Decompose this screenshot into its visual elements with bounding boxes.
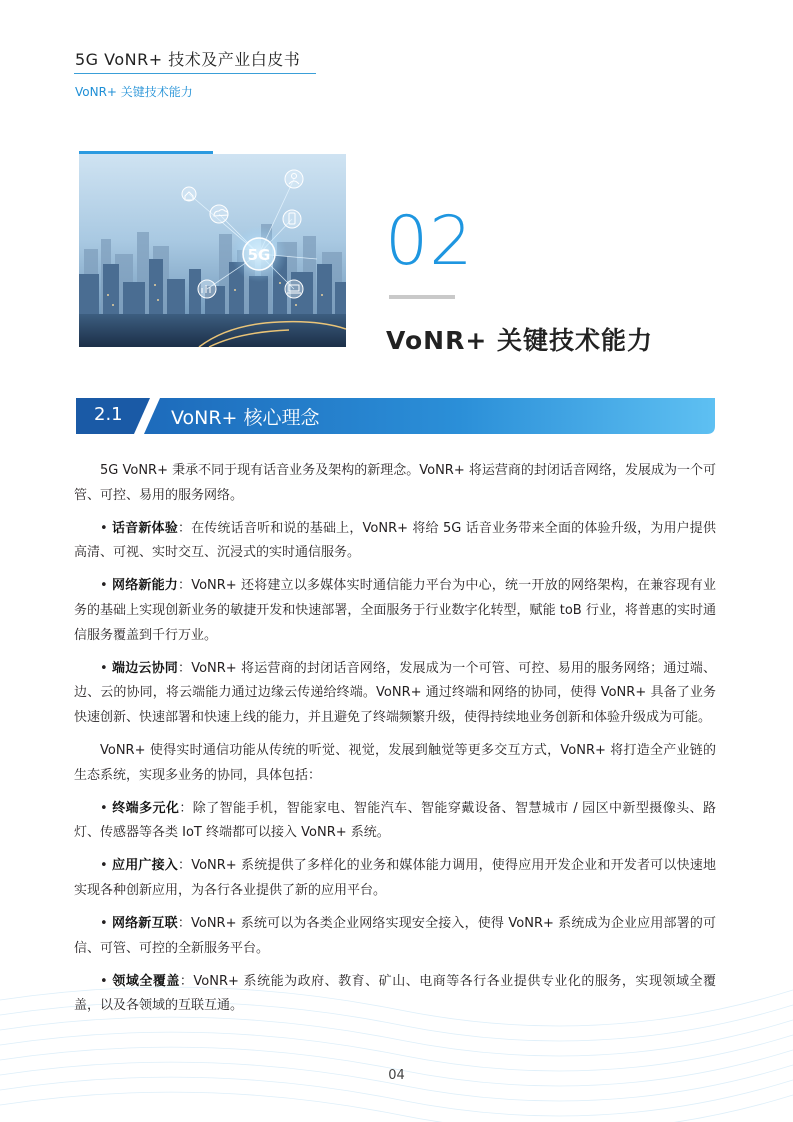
bullet-label: 终端多元化 [112,800,180,816]
hero-city-image [79,154,346,347]
header-divider [74,73,316,74]
bullet-terminal-diversity: • 终端多元化：除了智能手机，智能家电、智能汽车、智能穿戴设备、智慧城市 / 园区中新型摄像头、路灯、传感器等各类 IoT 终端都可以接入 VoNR+ 系统。 [74,800,716,841]
chapter-title: VoNR+ 关键技术能力 [386,326,653,355]
home-icon [182,187,196,201]
bullet-text: ：VoNR+ 还将建立以多媒体实时通信能力平台为中心，统一开放的网络架构，在兼容现有业务的基础上实现创新业务的敏捷开发和快速部署，全面服务于行业数字化转型，赋能 toB 行业，将普惠的实时通信服务覆盖到千行万业。 [74,578,716,643]
bullet-edge-cloud: • 端边云协同：VoNR+ 将运营商的封闭话音网络，发展成为一个可管、可控、易用的服务网络；通过端、边、云的协同，将云端能力通过边缘云传递给终端。VoNR+ 通过终端和网络的协同，使得 VoNR+ 具备了业务快速创新、快速部署和快速上线的能力，并且避免了终端频繁升级，使得持续地业务创新和体验升级成为可能。 [74,660,716,725]
bullet-label: 领域全覆盖 [112,973,180,989]
bullet-label: 端边云协同 [112,660,178,676]
bullet-label: 话音新体验 [112,520,178,536]
laptop-icon [285,280,303,298]
bullet-text: ：VoNR+ 系统可以为各类企业网络实现安全接入，使得 VoNR+ 系统成为企业应用部署的可信、可管、可控的全新服务平台。 [74,916,716,956]
bullet-app-access: • 应用广接入：VoNR+ 系统提供了多样化的业务和媒体能力调用，使得应用开发企业和开发者可以快速地实现各种创新应用，为各行各业提供了新的应用平台。 [74,858,716,898]
hero-5g-badge: 5G [247,246,271,264]
bullet-network-capability: • 网络新能力：VoNR+ 还将建立以多媒体实时通信能力平台为中心，统一开放的网络架构，在兼容现有业务的基础上实现创新业务的敏捷开发和快速部署，全面服务于行业数字化转型，赋能 toB 行业，将普惠的实时通信服务覆盖到千行万业。 [74,578,716,643]
running-header-title: 5G VoNR+ 技术及产业白皮书 [75,50,301,69]
bullet-text: ：VoNR+ 系统提供了多样化的业务和媒体能力调用，使得应用开发企业和开发者可以快速地实现各种创新应用，为各行各业提供了新的应用平台。 [74,858,716,898]
body-text [74,459,716,1027]
bullet-text: ：在传统话音听和说的基础上，VoNR+ 将给 5G 话音业务带来全面的体验升级，为用户提供高清、可视、实时交互、沉浸式的实时通信服务。 [74,520,716,561]
chart-icon [198,280,216,298]
bullet-label: 网络新能力 [112,578,178,594]
bullet-text: ：VoNR+ 将运营商的封闭话音网络，发展成为一个可管、可控、易用的服务网络；通过端、边、云的协同，将云端能力通过边缘云传递给终端。VoNR+ 通过终端和网络的协同，使得 VoNR+ 具备了业务快速创新、快速部署和快速上线的能力，并且避免了终端频繁升级，使得持续地业务创新和体验升级成为可能。 [74,660,716,725]
bullet-text: ：除了智能手机，智能家电、智能汽车、智能穿戴设备、智慧城市 / 园区中新型摄像头、路灯、传感器等各类 IoT 终端都可以接入 VoNR+ 系统。 [74,800,716,841]
paragraph-ecosystem: VoNR+ 使得实时通信功能从传统的听觉、视觉，发展到触觉等更多交互方式，VoNR+ 将打造全产业链的生态系统，实现多业务的协同，具体包括： [74,742,716,783]
bullet-network-interconnect: • 网络新互联：VoNR+ 系统可以为各类企业网络实现安全接入，使得 VoNR+ 系统成为企业应用部署的可信、可管、可控的全新服务平台。 [74,916,716,956]
paragraph-intro: 5G VoNR+ 秉承不同于现有话音业务及架构的新理念。VoNR+ 将运营商的封闭话音网络，发展成为一个可管、可控、易用的服务网络。 [74,463,716,503]
running-header-subtitle: VoNR+ 关键技术能力 [75,85,193,99]
page-number: 04 [388,1068,405,1083]
section-number: 2.1 [94,404,123,425]
cloud-icon [210,205,228,223]
bullet-voice-experience: • 话音新体验：在传统话音听和说的基础上，VoNR+ 将给 5G 话音业务带来全面的体验升级，为用户提供高清、可视、实时交互、沉浸式的实时通信服务。 [74,520,716,561]
chapter-number: 02 [385,202,474,281]
chapter-divider [389,295,455,299]
bullet-label: 应用广接入 [112,858,178,874]
bullet-text: ：VoNR+ 系统能为政府、教育、矿山、电商等各行各业提供专业化的服务，实现领域全覆盖，以及各领域的互联互通。 [74,973,716,1014]
bullet-label: 网络新互联 [111,916,178,931]
section-title: VoNR+ 核心理念 [171,407,320,429]
bullet-domain-coverage: • 领域全覆盖：VoNR+ 系统能为政府、教育、矿山、电商等各行各业提供专业化的服务，实现领域全覆盖，以及各领域的互联互通。 [74,973,716,1014]
